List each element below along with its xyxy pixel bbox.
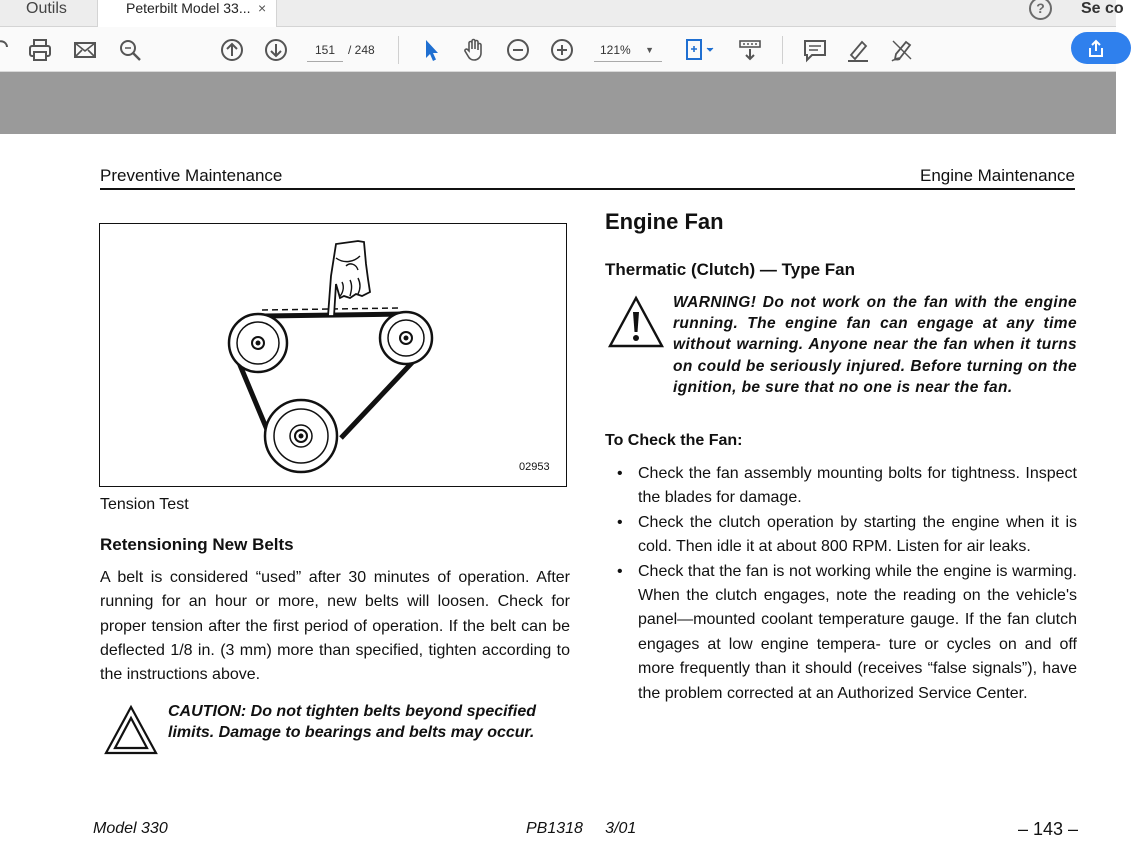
figure-code: 02953 (519, 461, 550, 473)
share-button[interactable] (1071, 32, 1131, 64)
pdf-page (0, 134, 1116, 863)
help-icon[interactable]: ? (1029, 0, 1052, 20)
save-cloud-icon[interactable] (0, 37, 14, 63)
toolbar-divider (398, 36, 399, 64)
hand-icon (328, 241, 370, 316)
page-down-icon[interactable] (263, 37, 289, 63)
toolbar-divider (782, 36, 783, 64)
subheading-thermatic-fan: Thermatic (Clutch) — Type Fan (605, 260, 855, 279)
page-up-icon[interactable] (219, 37, 245, 63)
page-header-left: Preventive Maintenance (100, 166, 283, 185)
caution-text: CAUTION: Do not tighten belts beyond specified limits. Damage to bearings and belts may occur. (168, 703, 536, 741)
sign-in-link[interactable]: Se co (1081, 0, 1124, 17)
page-total: / 248 (348, 43, 375, 57)
select-cursor-icon[interactable] (418, 37, 444, 63)
header-rule (100, 188, 1075, 190)
hand-tool-icon[interactable] (461, 37, 487, 63)
page-fit-icon[interactable] (683, 37, 717, 63)
check-fan-heading: To Check the Fan: (605, 432, 743, 449)
close-icon[interactable]: × (258, 0, 267, 16)
footer-model: Model 330 (93, 820, 168, 837)
sign-pen-icon[interactable] (889, 37, 915, 63)
tab-document-label: Peterbilt Model 33... (126, 0, 251, 16)
chevron-down-icon: ▼ (645, 45, 654, 55)
tab-tools[interactable]: Outils (26, 0, 67, 17)
page-header-right: Engine Maintenance (919, 166, 1075, 185)
zoom-out-icon[interactable] (505, 37, 531, 63)
retensioning-paragraph: A belt is considered “used” after 30 minutes of operation. After running for an hour or more, new belts will loosen. Check for proper tension after the first period of operation. If the belt can be deflected 1/8 in. (3 mm) more than specified, tighten according to the instructions above. (100, 569, 570, 684)
caution-triangle-icon (104, 705, 158, 755)
figure-caption: Tension Test (100, 496, 189, 513)
comment-icon[interactable] (802, 37, 828, 63)
share-icon (1086, 39, 1106, 59)
list-item: • Check the clutch operation by starting the engine when it is cold. Then idle it at about 800 RPM. Listen for air leaks. (605, 511, 1077, 560)
zoom-select[interactable] (594, 40, 662, 62)
section-heading-engine-fan: Engine Fan (605, 209, 724, 234)
list-item: • Check the fan assembly mounting bolts for tightness. Inspect the blades for damage. (605, 462, 1077, 511)
belt-pulley-illustration (100, 224, 566, 486)
section-heading-retensioning: Retensioning New Belts (100, 535, 294, 554)
list-item: • Check that the fan is not working while the engine is warming. When the clutch engages, note the reading on the vehicle's panel—mounted coolant temperature gauge. If the fan clutch engages at low engine tempera- ture or cycles on and off more frequently than it should (receives “false signals”), have the problem corrected at an Authorized Service Center. (605, 560, 1077, 706)
warning-text: WARNING! Do not work on the fan with the engine running. The engine fan can engage at any time without warning. Anyone near the fan when it turns on could be seriously injured. Before turning on the ignition, be sure that no one is near the fan. (673, 294, 1077, 396)
belt-tension-figure (99, 223, 567, 487)
scroll-mode-icon[interactable] (737, 37, 763, 63)
page-number-input[interactable]: 151 (307, 40, 343, 62)
warning-triangle-icon (608, 296, 664, 348)
document-gutter (0, 72, 1116, 134)
footer-doc-id: PB1318 3/01 (526, 820, 637, 837)
highlight-pen-icon[interactable] (845, 37, 871, 63)
tab-document[interactable] (97, 0, 277, 28)
zoom-in-icon[interactable] (549, 37, 575, 63)
check-fan-list (605, 462, 1077, 706)
toolbar (0, 27, 1116, 72)
zoom-value: 121% (600, 43, 631, 57)
tab-bar (0, 0, 1124, 27)
print-icon[interactable] (27, 37, 53, 63)
email-icon[interactable] (72, 37, 98, 63)
footer-page-number: – 143 – (1017, 819, 1078, 839)
search-icon[interactable] (117, 37, 143, 63)
